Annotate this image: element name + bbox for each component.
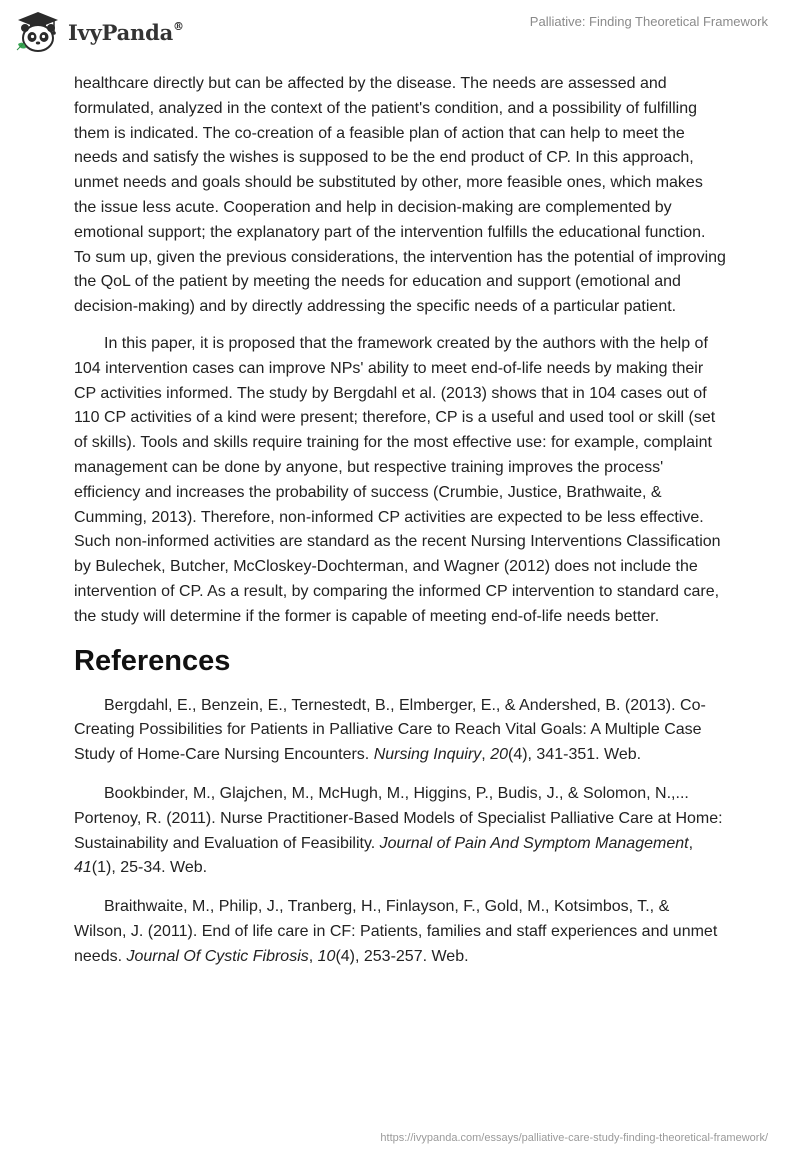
journal-title: Nursing Inquiry bbox=[373, 746, 482, 764]
journal-title: Journal Of Cystic Fibrosis bbox=[126, 947, 309, 965]
journal-volume: 41 bbox=[74, 859, 92, 877]
journal-volume: 10 bbox=[317, 947, 336, 965]
body-paragraph-1: healthcare directly but can be affected by the disease. The needs are assessed and formulated, analyzed in the context of the patient's condition, and a possibility of fulfilling them is indicated. The co-creation of a feasible plan of action that can help to meet the needs and satisfy the wishes is supposed to be the end product of CP. In this approach, unmet needs and goals should be substituted by other, more feasible ones, which makes the issue less acute. Cooperation and help in decision-making are complemented by emotional support; the explanatory part of the intervention fulfills the educational function. To sum up, given the previous considerations, the intervention has the potential of improving the QoL of the patient by meeting the needs for education and support (emotional and decision-making) and by directly addressing the specific needs of a particular patient. bbox=[74, 75, 726, 316]
document-title: Palliative: Finding Theoretical Framework bbox=[529, 14, 768, 29]
brand-name: IvyPanda® bbox=[68, 19, 184, 45]
source-url-link[interactable]: https://ivypanda.com/essays/palliative-care-study-finding-theoretical-framework/ bbox=[380, 1132, 768, 1144]
body-paragraph-2: In this paper, it is proposed that the framework created by the authors with the help of 104 intervention cases can improve NPs' ability to meet end-of-life needs by making their CP activities informed. The study by Bergdahl et al. (2013) shows that in 104 cases out of 110 CP activities of a kind were present; therefore, CP is a useful and used tool or skill (set of skills). Tools and skills require training for the most effective use: for example, complaint management can be done by anyone, but respective training improves the process' efficiency and increases the probability of success (Crumbie, Justice, Brathwaite, & Cumming, 2013). Therefore, non-informed CP activities are expected to be less effective. Such non-informed activities are standard as the recent Nursing Interventions Classification by Bulechek, Butcher, McCloskey-Dochterman, and Wagner (2012) does not include the intervention of CP. As a result, by comparing the informed CP intervention to standard care, the study will determine if the former is capable of meeting end-of-life needs better. bbox=[74, 334, 721, 625]
reference-item-3: Braithwaite, M., Philip, J., Tranberg, H., Finlayson, F., Gold, M., Kotsimbos, T., & Wilson, J. (2011). End of life care in CF: Patients, families and staff experiences and unmet needs. Journal Of Cystic Fibrosis, 10(4), 253-257. Web. bbox=[74, 898, 718, 965]
journal-volume: 20 bbox=[490, 746, 508, 764]
panda-mascot-icon bbox=[14, 10, 62, 54]
reference-item-2: Bookbinder, M., Glajchen, M., McHugh, M., Higgins, P., Budis, J., & Solomon, N.,... Portenoy, R. (2011). Nurse Practitioner-Based Models of Specialist Palliative Care at Home: Sustainability and Evaluation of Feasibility. Journal of Pain And Symptom Management, 41(1), 25-34. Web. bbox=[74, 784, 723, 877]
references-heading: References bbox=[74, 644, 231, 677]
page-header bbox=[0, 0, 800, 70]
essay-content bbox=[74, 72, 726, 984]
trademark-sign: ® bbox=[173, 19, 184, 33]
reference-item-1: Bergdahl, E., Benzein, E., Ternestedt, B., Elmberger, E., & Andershed, B. (2013). Co-Creating Possibilities for Patients in Palliative Care to Reach Vital Goals: A Multiple Case Study of Home-Care Nursing Encounters. Nursing Inquiry, 20(4), 341-351. Web. bbox=[74, 696, 706, 764]
journal-title: Journal of Pain And Symptom Management bbox=[379, 834, 689, 852]
ivypanda-logo[interactable] bbox=[14, 8, 184, 56]
